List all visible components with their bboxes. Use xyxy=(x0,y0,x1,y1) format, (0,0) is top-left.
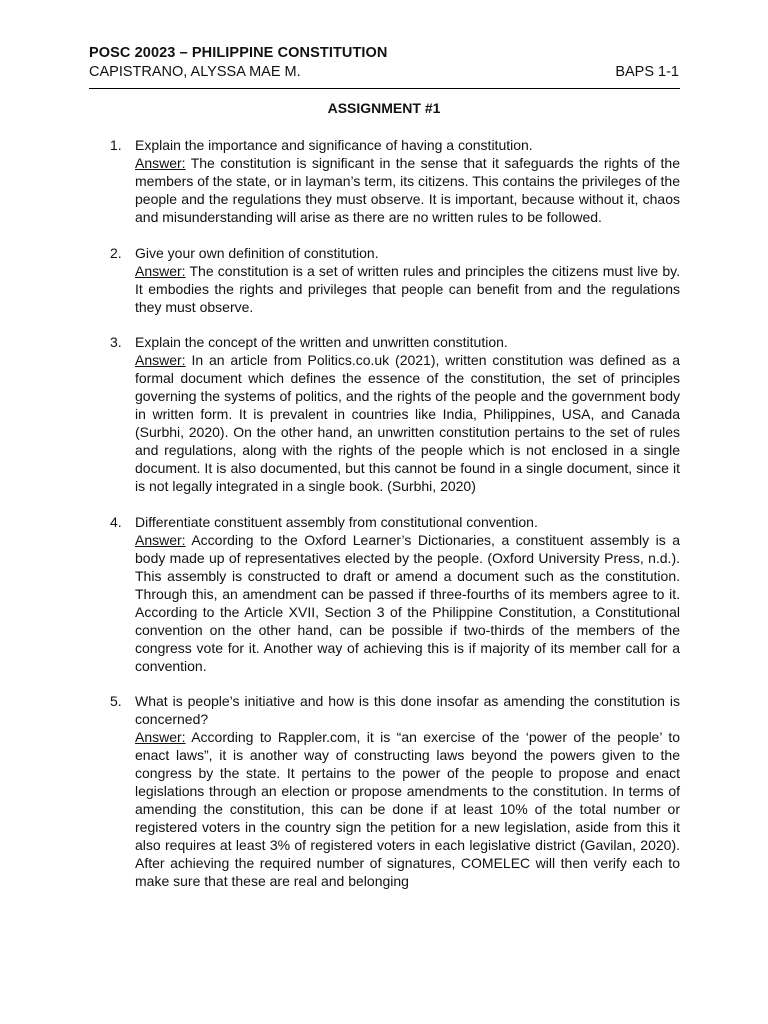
answer-label: Answer: xyxy=(135,729,186,745)
answer-text: The constitution is a set of written rules and principles the citizens must live by. It embodies the rights and privileges that people can benefit from and the regulations they must observe. xyxy=(135,262,680,315)
question-number: 1. xyxy=(110,137,122,153)
answer-paragraph xyxy=(135,154,680,226)
question-list xyxy=(110,136,680,908)
question-item-1 xyxy=(110,136,680,226)
question-number: 4. xyxy=(110,513,122,530)
answer-paragraph xyxy=(135,262,680,316)
question-number: 5. xyxy=(110,693,122,709)
student-info-row xyxy=(89,63,679,82)
question-number: 3. xyxy=(110,334,122,350)
document-header xyxy=(89,44,679,82)
answer-paragraph xyxy=(135,728,680,890)
question-item-2 xyxy=(110,244,680,316)
answer-label: Answer: xyxy=(135,352,186,368)
course-title: POSC 20023 – PHILIPPINE CONSTITUTION xyxy=(89,45,388,61)
question-text: Explain the importance and significance of having a constitution. xyxy=(135,137,533,153)
class-section: BAPS 1-1 xyxy=(615,64,679,80)
answer-text: According to the Oxford Learner’s Dictionaries, a constituent assembly is a body made up of representatives elected by the people. (Oxford University Press, n.d.). This assembly is constructed to draft or amend a document such as the constitution. Through this, an amendment can be passed if three-fourths of its members agree to it. According to the Article XVII, Section 3 of the Philippine Constitution, a Constitutional convention on the other hand, can be possible if two-thirds of the members of the congress vote for it. Another way of achieving this is if majority of its member call for a convention. xyxy=(135,531,680,674)
question-item-4 xyxy=(110,513,680,675)
question-text: Give your own definition of constitution. xyxy=(135,244,379,261)
answer-label: Answer: xyxy=(135,531,186,548)
answer-text: The constitution is significant in the sense that it safeguards the rights of the members of the state, or in layman’s term, its citizens. This contains the privileges of the people and the regulations they must observe. It is important, because without it, chaos and misunderstanding will arise as there are no written rules to be followed. xyxy=(135,155,681,225)
student-name: CAPISTRANO, ALYSSA MAE M. xyxy=(89,64,301,80)
answer-text: In an article from Politics.co.uk (2021), written constitution was defined as a formal document which defines the essence of the constitution, the set of principles governing the systems of politics, and the rights of the people and the government body in written form. It is prevalent in countries like India, Philippines, USA, and Canada (Surbhi, 2020). On the other hand, an unwritten constitution pertains to the set of rules and regulations, along with the rights of the people which is not enclosed in a single document. It is also documented, but this cannot be found in a single document, since it is not legally integrated in a single book. (Surbhi, 2020) xyxy=(135,352,681,494)
answer-paragraph xyxy=(135,351,680,495)
answer-label: Answer: xyxy=(135,262,186,279)
question-text: What is people’s initiative and how is this done insofar as amending the constitution is concerned? xyxy=(135,693,680,727)
answer-label: Answer: xyxy=(135,155,186,171)
answer-text: According to Rappler.com, it is “an exercise of the ‘power of the people’ to enact laws”, it is another way of constructing laws beyond the powers given to the congress by the state. It pertains to the power of the people to propose and enact legislations through an election or propose amendments to the constitution. In terms of amending the constitution, this can be done if at least 10% of the total number or registered voters in the country sign the petition for a new legislation, aside from this it also requires at least 3% of registered voters in each legislative district (Gavilan, 2020). After achieving the required number of signatures, COMELEC will then verify each to make sure that these are real and belonging xyxy=(135,729,680,889)
question-item-5 xyxy=(110,692,680,890)
header-divider xyxy=(89,88,680,89)
question-number: 2. xyxy=(110,244,122,261)
answer-paragraph xyxy=(135,531,680,675)
question-text: Explain the concept of the written and unwritten constitution. xyxy=(135,334,508,350)
assignment-title: ASSIGNMENT #1 xyxy=(327,100,441,116)
question-text: Differentiate constituent assembly from constitutional convention. xyxy=(135,513,538,530)
question-item-3 xyxy=(110,333,680,495)
